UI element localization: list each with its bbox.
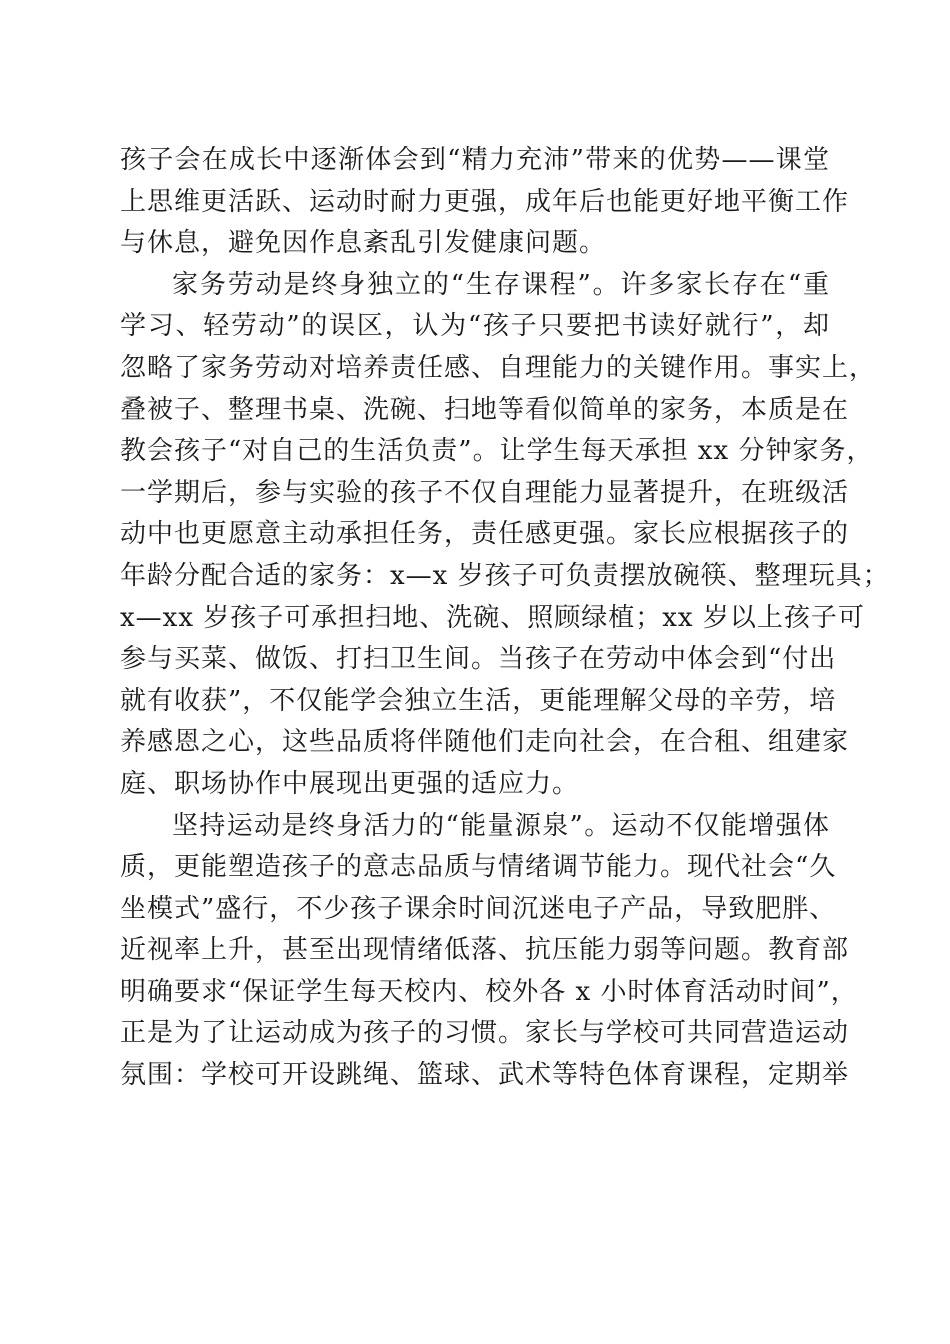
paragraph-2-line-7: 动中也更愿意主动承担任务，责任感更强。家长应根据孩子的 bbox=[120, 519, 850, 550]
paragraph-2-line-9: x—xx 岁孩子可承担扫地、洗碗、照顾绿植；xx 岁以上孩子可 bbox=[120, 602, 865, 633]
paragraph-2-line-6: 一学期后，参与实验的孩子不仅自理能力显著提升，在班级活 bbox=[120, 477, 850, 508]
paragraph-3-line-1: 坚持运动是终身活力的“能量源泉”。运动不仅能增强体 bbox=[172, 810, 830, 841]
paragraph-2-line-11: 就有收获”，不仅能学会独立生活，更能理解父母的辛劳，培 bbox=[120, 685, 837, 716]
paragraph-3-line-5: 明确要求“保证学生每天校内、校外各 x 小时体育活动时间”， bbox=[120, 976, 858, 1007]
paragraph-2-line-2: 学习、轻劳动”的误区，认为“孩子只要把书读好就行”，却 bbox=[120, 311, 830, 342]
document-body bbox=[120, 140, 890, 1097]
paragraph-2-line-3: 忽略了家务劳动对培养责任感、自理能力的关键作用。事实上， bbox=[120, 352, 877, 383]
paragraph-2-line-10: 参与买菜、做饭、打扫卫生间。当孩子在劳动中体会到“付出 bbox=[120, 644, 837, 675]
paragraph-2-line-1: 家务劳动是终身独立的“生存课程”。许多家长存在“重 bbox=[172, 269, 830, 300]
paragraph-2-line-4: 叠被子、整理书桌、洗碗、扫地等看似简单的家务，本质是在 bbox=[120, 394, 850, 425]
paragraph-2-line-13: 庭、职场协作中展现出更强的适应力。 bbox=[120, 768, 580, 799]
paragraph-3-line-7: 氛围：学校可开设跳绳、篮球、武术等特色体育课程，定期举 bbox=[120, 1060, 850, 1091]
paragraph-2-line-5: 教会孩子“对自己的生活负责”。让学生每天承担 xx 分钟家务， bbox=[120, 436, 874, 467]
paragraph-1-line-2: 上思维更活跃、运动时耐力更强，成年后也能更好地平衡工作 bbox=[120, 186, 850, 217]
paragraph-3-line-3: 坐模式”盛行，不少孩子课余时间沉迷电子产品，导致肥胖、 bbox=[120, 893, 837, 924]
paragraph-1-line-1: 孩子会在成长中逐渐体会到“精力充沛”带来的优势——课堂 bbox=[120, 145, 830, 175]
paragraph-2-line-12: 养感恩之心，这些品质将伴随他们走向社会，在合租、组建家 bbox=[120, 727, 850, 758]
paragraph-1-line-3: 与休息，避免因作息紊乱引发健康问题。 bbox=[120, 228, 607, 259]
paragraph-3-line-6: 正是为了让运动成为孩子的习惯。家长与学校可共同营造运动 bbox=[120, 1018, 850, 1049]
paragraph-2-line-8: 年龄分配合适的家务：x—x 岁孩子可负责摆放碗筷、整理玩具； bbox=[120, 560, 890, 591]
paragraph-3-line-2: 质，更能塑造孩子的意志品质与情绪调节能力。现代社会“久 bbox=[120, 852, 837, 883]
paragraph-3-line-4: 近视率上升，甚至出现情绪低落、抗压能力弱等问题。教育部 bbox=[120, 935, 850, 966]
